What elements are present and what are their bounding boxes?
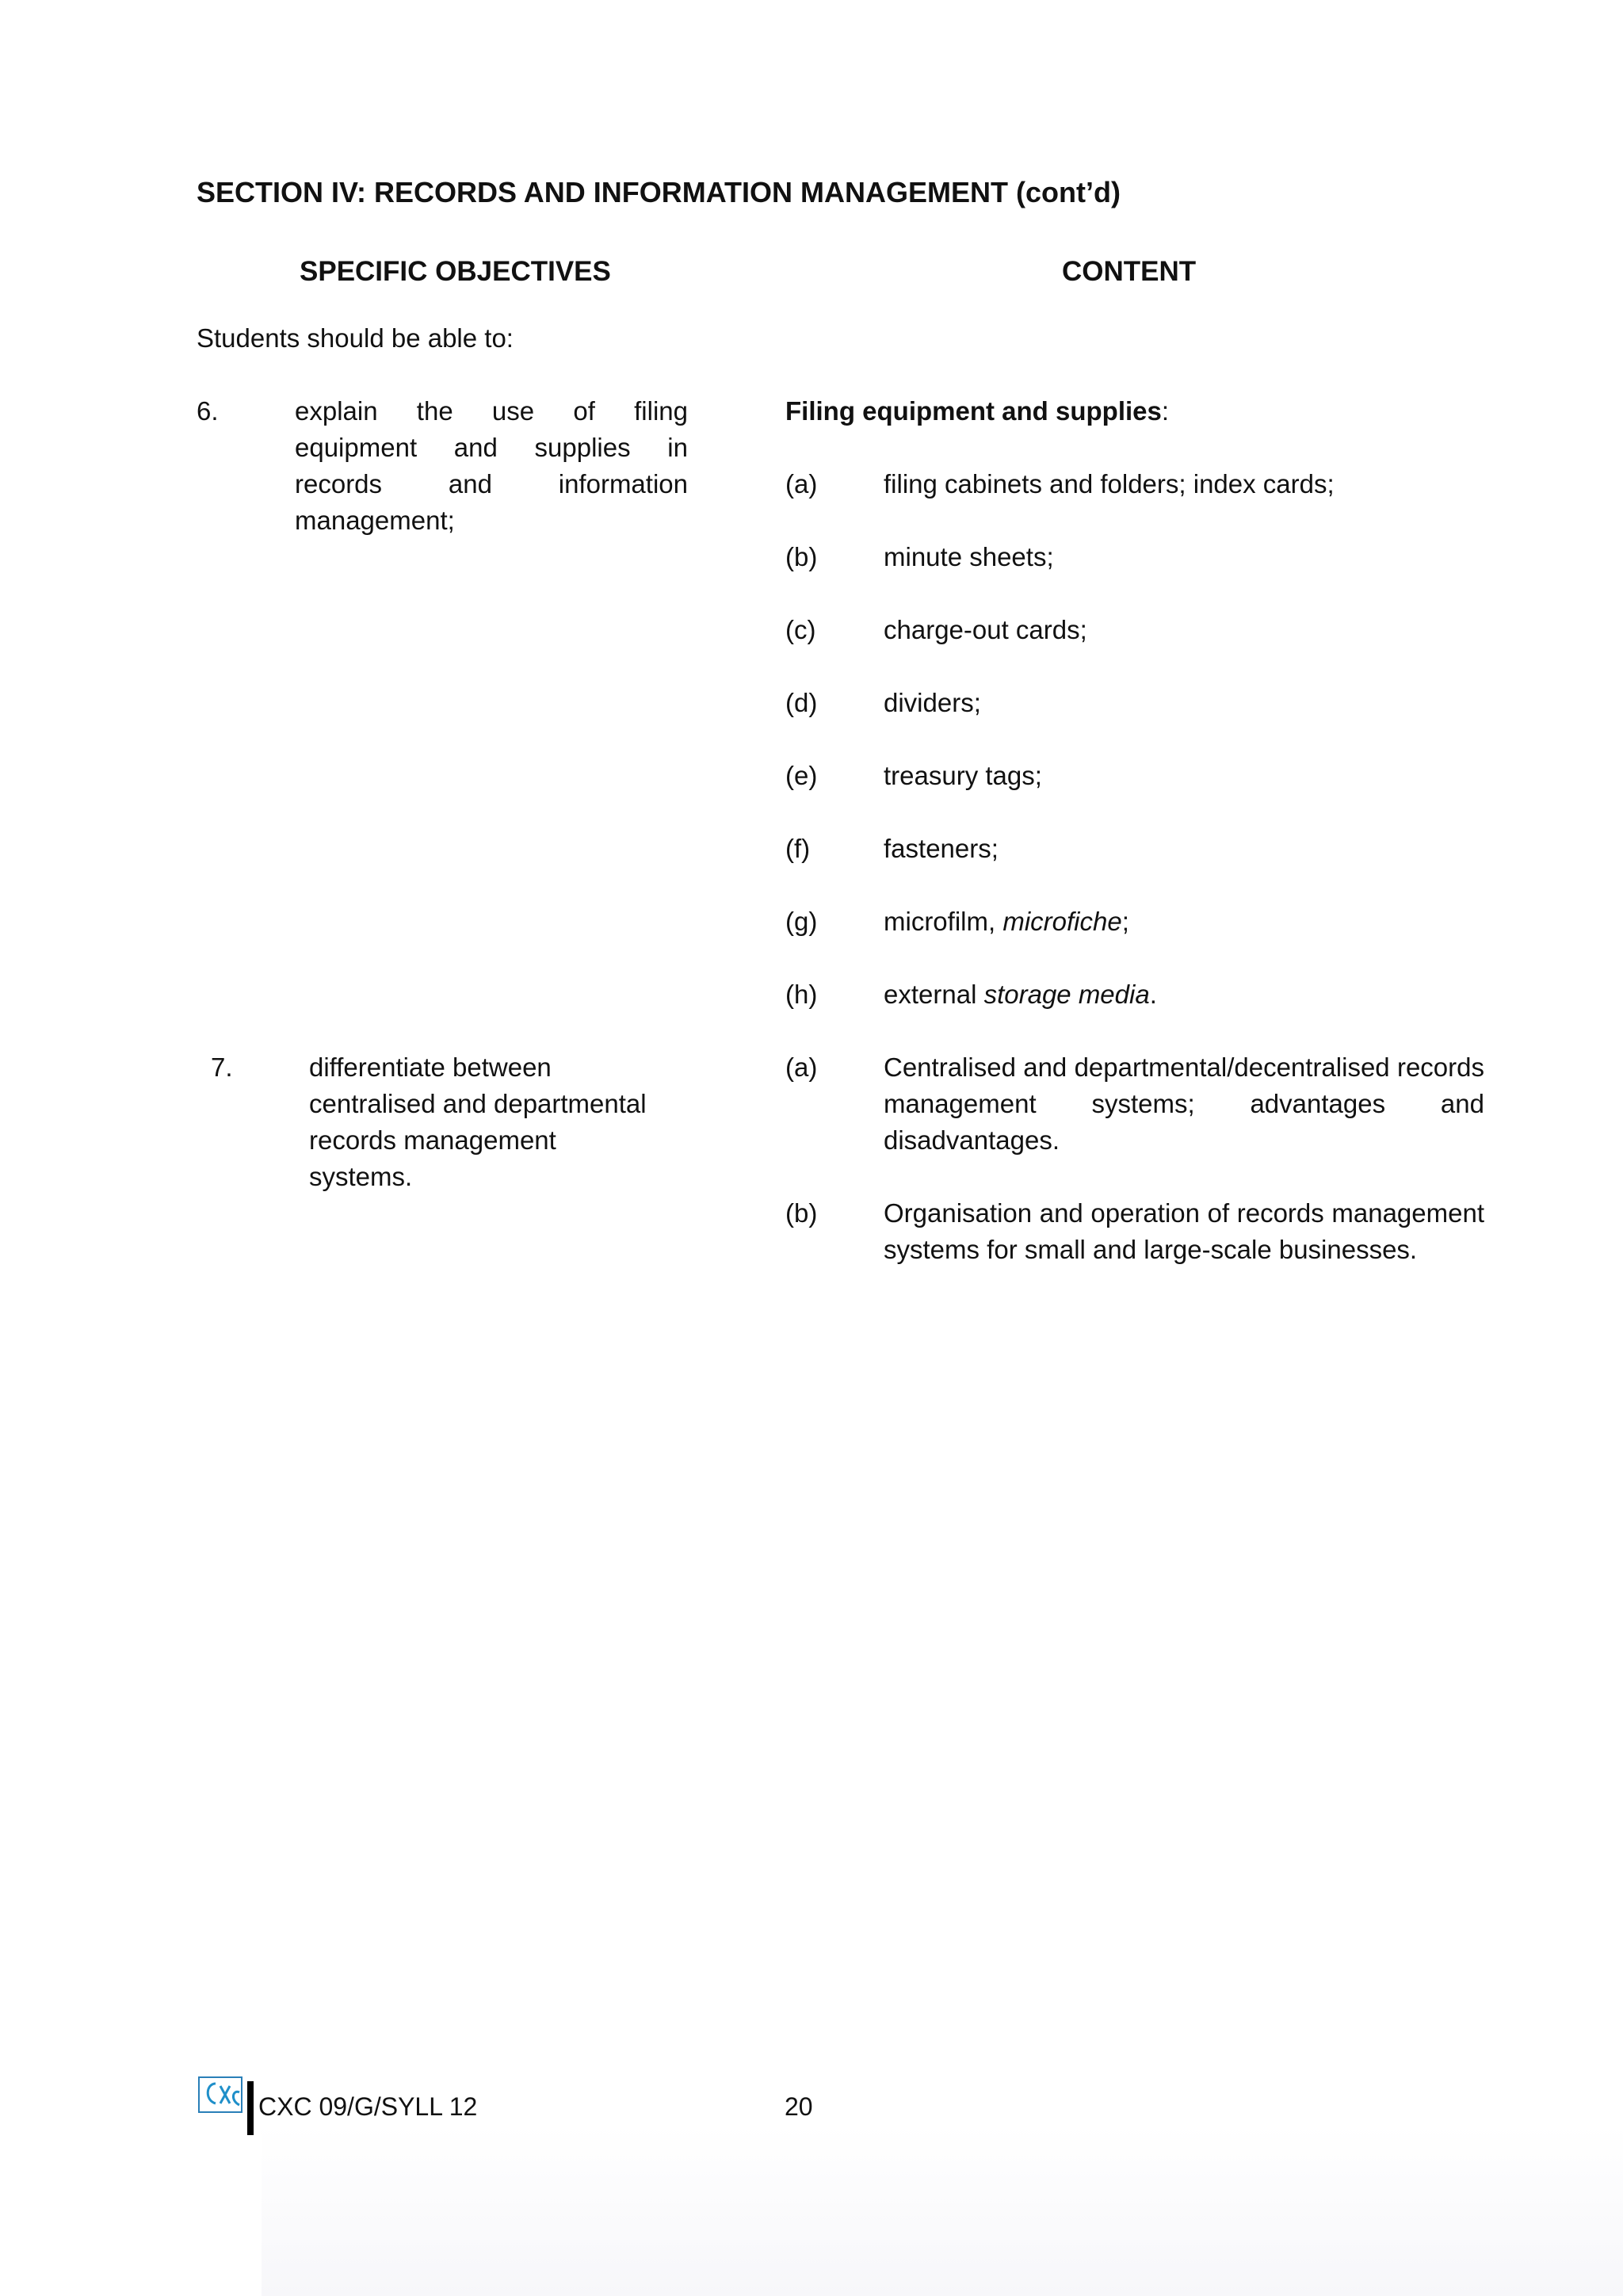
cxc-logo-icon — [198, 2076, 242, 2113]
item-text-end: . — [1149, 980, 1157, 1009]
objective-7-line: centralised and departmental — [309, 1089, 647, 1118]
item-marker: (a) — [785, 1052, 818, 1082]
item-marker: (b) — [785, 542, 818, 571]
item-marker: (c) — [785, 615, 816, 644]
content-6-heading-colon: : — [1161, 396, 1170, 426]
footer-divider — [247, 2081, 254, 2135]
item-marker: (b) — [785, 1198, 818, 1228]
item-text-italic: storage media — [983, 980, 1150, 1009]
footer-code: CXC 09/G/SYLL 12 — [258, 2092, 478, 2121]
objective-6-number: 6. — [197, 396, 219, 426]
item-text-end: ; — [1121, 907, 1129, 936]
item-text: fasteners; — [884, 834, 999, 863]
item-text-plain: external — [884, 980, 984, 1009]
objective-7-line: differentiate between — [309, 1052, 552, 1082]
section-title: SECTION IV: RECORDS AND INFORMATION MANAGEMENT (cont’d) — [197, 176, 1121, 208]
item-text — [884, 976, 1157, 1013]
footer-shade — [262, 2124, 1623, 2296]
item-text: minute sheets; — [884, 542, 1054, 571]
item-text: dividers; — [884, 688, 981, 717]
item-text-plain: microfilm, — [884, 907, 1003, 936]
content-6-heading-bold: Filing equipment and supplies — [785, 396, 1162, 426]
item-text-italic: microfiche — [1002, 907, 1122, 936]
item-text: charge-out cards; — [884, 615, 1087, 644]
item-marker: (f) — [785, 834, 811, 863]
item-text — [884, 904, 1129, 940]
objective-7-number: 7. — [211, 1052, 233, 1082]
item-text: Organisation and operation of records management systems for small and large-scale businesses. — [884, 1198, 1484, 1264]
objective-7-text — [309, 1049, 647, 1195]
item-marker: (h) — [785, 980, 818, 1009]
intro-text: Students should be able to: — [197, 323, 514, 353]
content-6-heading — [785, 393, 1169, 430]
objective-6-text: explain the use of filing equipment and supplies in records and information management; — [295, 396, 688, 535]
objective-7-line: records management — [309, 1125, 556, 1155]
page-number: 20 — [785, 2092, 813, 2121]
header-specific-objectives: SPECIFIC OBJECTIVES — [300, 256, 611, 287]
objective-7-line: systems. — [309, 1162, 413, 1191]
item-marker: (g) — [785, 907, 818, 936]
item-marker: (a) — [785, 469, 818, 499]
item-text: treasury tags; — [884, 761, 1042, 790]
item-text: filing cabinets and folders; index cards; — [884, 469, 1335, 499]
item-marker: (d) — [785, 688, 818, 717]
item-text: Centralised and departmental/decentralised records management systems; advantages and disadvantages. — [884, 1052, 1484, 1155]
item-marker: (e) — [785, 761, 818, 790]
header-content: CONTENT — [1062, 256, 1197, 287]
